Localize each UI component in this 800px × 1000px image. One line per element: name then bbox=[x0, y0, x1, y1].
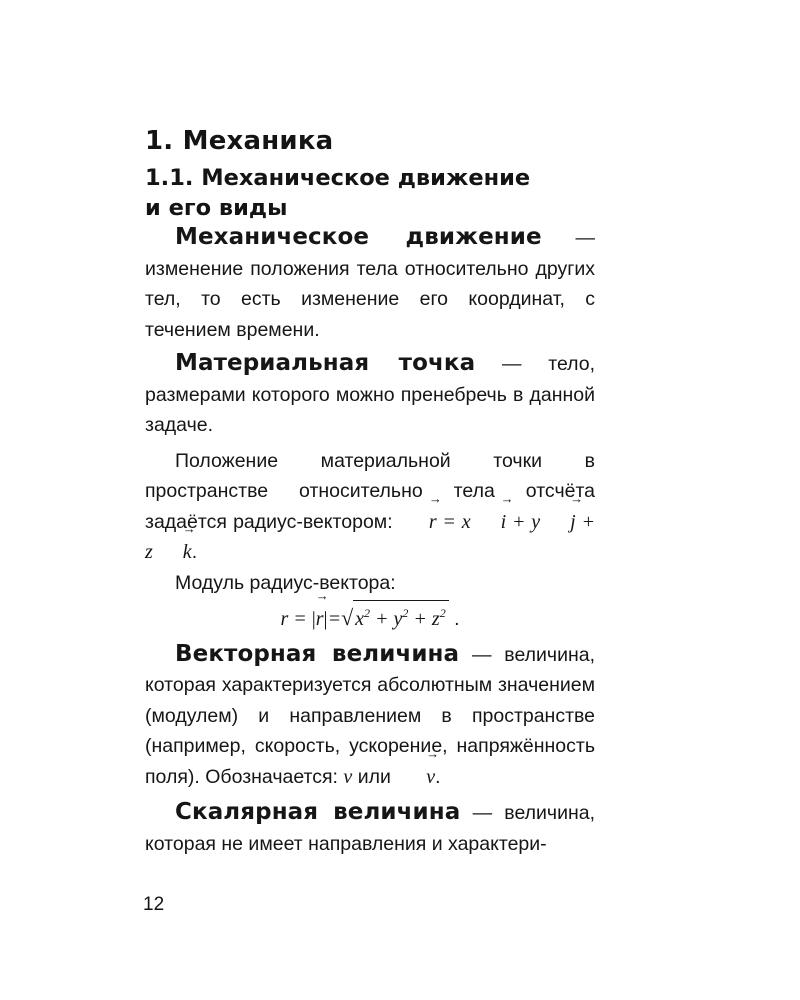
paragraph-radius-vector: Положение материальной точки в пространстве относительно тела отсчёта задаётся радиус-вектором: r → = x i → + y j → + z k →. bbox=[145, 446, 595, 568]
term-vector-quantity: Векторная величина bbox=[175, 640, 460, 667]
section-title-line-1: 1.1. Механическое движение bbox=[145, 165, 531, 191]
paragraph-vector-quantity: Векторная величина — величина, которая характеризуется абсолютным значением (модулем) и направлением в пространстве (например, скорость, ускорение, напряжённость поля). Обозначается: v или v →. bbox=[145, 639, 595, 793]
vector-notation-connector: или bbox=[352, 765, 397, 788]
definition-mechanical-motion: — изменение положения тела относительно других тел, то есть изменение его координат, с течением времени. bbox=[145, 227, 595, 341]
term-mechanical-motion: Механическое движение bbox=[175, 224, 542, 250]
radius-vector-text: Положение материальной точки в пространстве относительно тела отсчёта задаётся радиус-вектором: bbox=[145, 449, 595, 533]
definition-scalar-quantity: — величина, которая не имеет направления и характери- bbox=[145, 802, 595, 855]
body-text bbox=[145, 222, 595, 859]
section-title bbox=[145, 163, 585, 223]
definition-material-point: — тело, размерами которого можно пренебречь в данной задаче. bbox=[145, 353, 596, 436]
page-number: 12 bbox=[143, 894, 165, 915]
paragraph-modulus-label bbox=[145, 568, 595, 599]
paragraph-material-point bbox=[145, 348, 595, 441]
paragraph-mechanical-motion bbox=[145, 222, 595, 345]
paragraph-scalar-quantity bbox=[145, 797, 595, 859]
radius-vector-formula: r → = x i → + y j → + z k → bbox=[145, 511, 595, 564]
term-material-point: Материальная точка bbox=[175, 350, 476, 376]
modulus-label: Модуль радиус-вектора: bbox=[175, 571, 396, 594]
definition-vector-quantity: — величина, которая характеризуется абсолютным значением (модулем) и направлением в пространстве (например, скорость, ускорение, напряжённость поля). Обозначается: bbox=[145, 643, 596, 788]
section-title-line-2: и его виды bbox=[145, 195, 288, 221]
modulus-formula: r = |r →|=√ $x^2 + y^2 + z^2$ . bbox=[145, 600, 595, 635]
vector-notation: v bbox=[343, 765, 353, 788]
chapter-title: 1. Механика bbox=[145, 126, 334, 156]
vector-notation-arrow: v → bbox=[396, 766, 435, 788]
term-scalar-quantity: Скалярная величина bbox=[175, 799, 461, 825]
